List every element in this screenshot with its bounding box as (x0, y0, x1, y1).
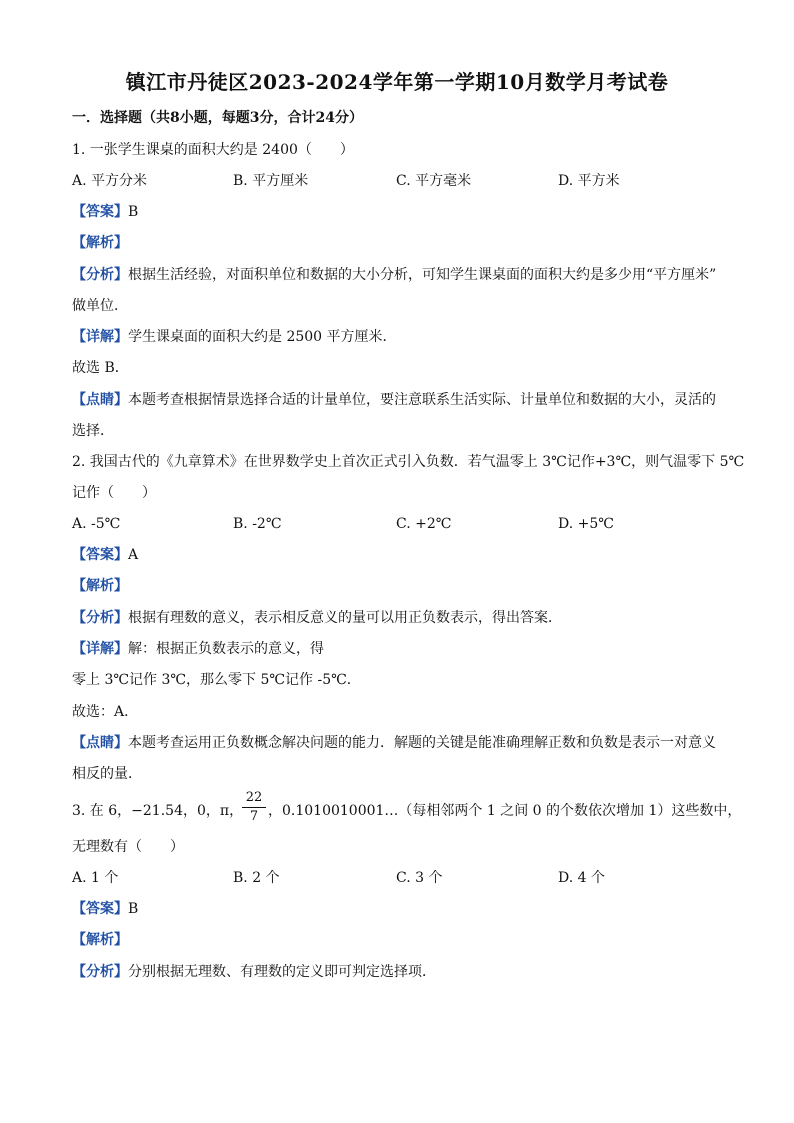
q1-option-c: C. 平方毫米 (396, 173, 472, 189)
q2-detail-cont: 零上 3℃记作 3℃，那么零下 5℃记作 -5℃． (72, 672, 361, 688)
q2-option-a: A. -5℃ (72, 516, 121, 532)
detail-tag: 【详解】 (72, 641, 128, 657)
analysis-text: 根据生活经验，对面积单位和数据的大小分析，可知学生课桌面的面积大约是多少用“平方厘米” (128, 267, 717, 283)
q2-option-b: B. -2℃ (233, 516, 282, 532)
q1-option-a: A. 平方分米 (72, 173, 148, 189)
q2-answer (72, 545, 138, 565)
q3-option-c: C. 3 个 (396, 870, 443, 886)
q2-stem-cont: 记作（ ） (72, 485, 156, 501)
q3-option-d: D. 4 个 (558, 870, 605, 886)
q1-analysis (72, 265, 716, 285)
q3-stem-cont: 无理数有（ ） (72, 839, 184, 855)
q1-jiexi-tag: 【解析】 (72, 235, 128, 251)
q2-option-d: D. +5℃ (558, 516, 614, 532)
analysis-text: 根据有理数的意义，表示相反意义的量可以用正负数表示，得出答案． (128, 610, 562, 626)
comment-text: 本题考查运用正负数概念解决问题的能力．解题的关键是能准确理解正数和负数是表示一对意义 (128, 735, 716, 751)
q3-option-a: A. 1 个 (72, 870, 119, 886)
q1-answer (72, 202, 138, 222)
q3-fraction (242, 789, 266, 826)
analysis-tag: 【分析】 (72, 267, 128, 283)
q3-option-b: B. 2 个 (233, 870, 280, 886)
analysis-tag: 【分析】 (72, 610, 128, 626)
answer-tag: 【答案】 (72, 901, 128, 917)
answer-value: B (128, 901, 139, 917)
q1-choice: 故选 B． (72, 360, 129, 376)
detail-text: 学生课桌面的面积大约是 2500 平方厘米． (128, 329, 397, 345)
q2-option-c: C. +2℃ (396, 516, 452, 532)
q2-jiexi-tag: 【解析】 (72, 578, 128, 594)
section-heading: 一．选择题（共8小题，每题3分，合计24分） (72, 110, 363, 126)
fraction-numerator: 22 (242, 789, 266, 808)
q2-comment-cont: 相反的量． (72, 766, 142, 782)
q1-option-b: B. 平方厘米 (233, 173, 309, 189)
q2-comment (72, 733, 716, 753)
page-title: 镇江市丹徒区2023-2024学年第一学期10月数学月考试卷 (125, 70, 669, 94)
q3-stem-part-a: 3. 在 6，−21.54，0，π， (72, 803, 244, 819)
detail-text: 解：根据正负数表示的意义，得 (128, 641, 324, 657)
comment-tag: 【点睛】 (72, 392, 128, 408)
analysis-tag: 【分析】 (72, 964, 128, 980)
comment-text: 本题考查根据情景选择合适的计量单位，要注意联系生活实际、计量单位和数据的大小，灵活的 (128, 392, 716, 408)
q3-answer (72, 899, 138, 919)
analysis-text: 分别根据无理数、有理数的定义即可判定选择项． (128, 964, 436, 980)
q1-analysis-cont: 做单位． (72, 298, 128, 314)
q1-stem: 1. 一张学生课桌的面积大约是 2400（ ） (72, 142, 354, 158)
answer-value: B (128, 204, 139, 220)
q2-analysis (72, 608, 562, 628)
detail-tag: 【详解】 (72, 329, 128, 345)
comment-tag: 【点睛】 (72, 735, 128, 751)
q2-detail (72, 639, 324, 659)
q1-comment (72, 390, 716, 410)
q2-stem: 2. 我国古代的《九章算术》在世界数学史上首次正式引入负数．若气温零上 3℃记作+3℃，则气温零下 5℃ (72, 454, 745, 470)
q3-stem-part-b: ，0.1010010001…（每相邻两个 1 之间 0 的个数依次增加 1）这些数中， (268, 803, 742, 819)
q1-comment-cont: 选择． (72, 423, 114, 439)
q2-choice: 故选：A． (72, 704, 139, 720)
q1-option-d: D. 平方米 (558, 173, 620, 189)
answer-value: A (128, 547, 139, 563)
q3-jiexi-tag: 【解析】 (72, 932, 128, 948)
answer-tag: 【答案】 (72, 204, 128, 220)
q1-detail (72, 327, 397, 347)
answer-tag: 【答案】 (72, 547, 128, 563)
fraction-denominator: 7 (249, 809, 259, 824)
q3-analysis (72, 962, 436, 982)
